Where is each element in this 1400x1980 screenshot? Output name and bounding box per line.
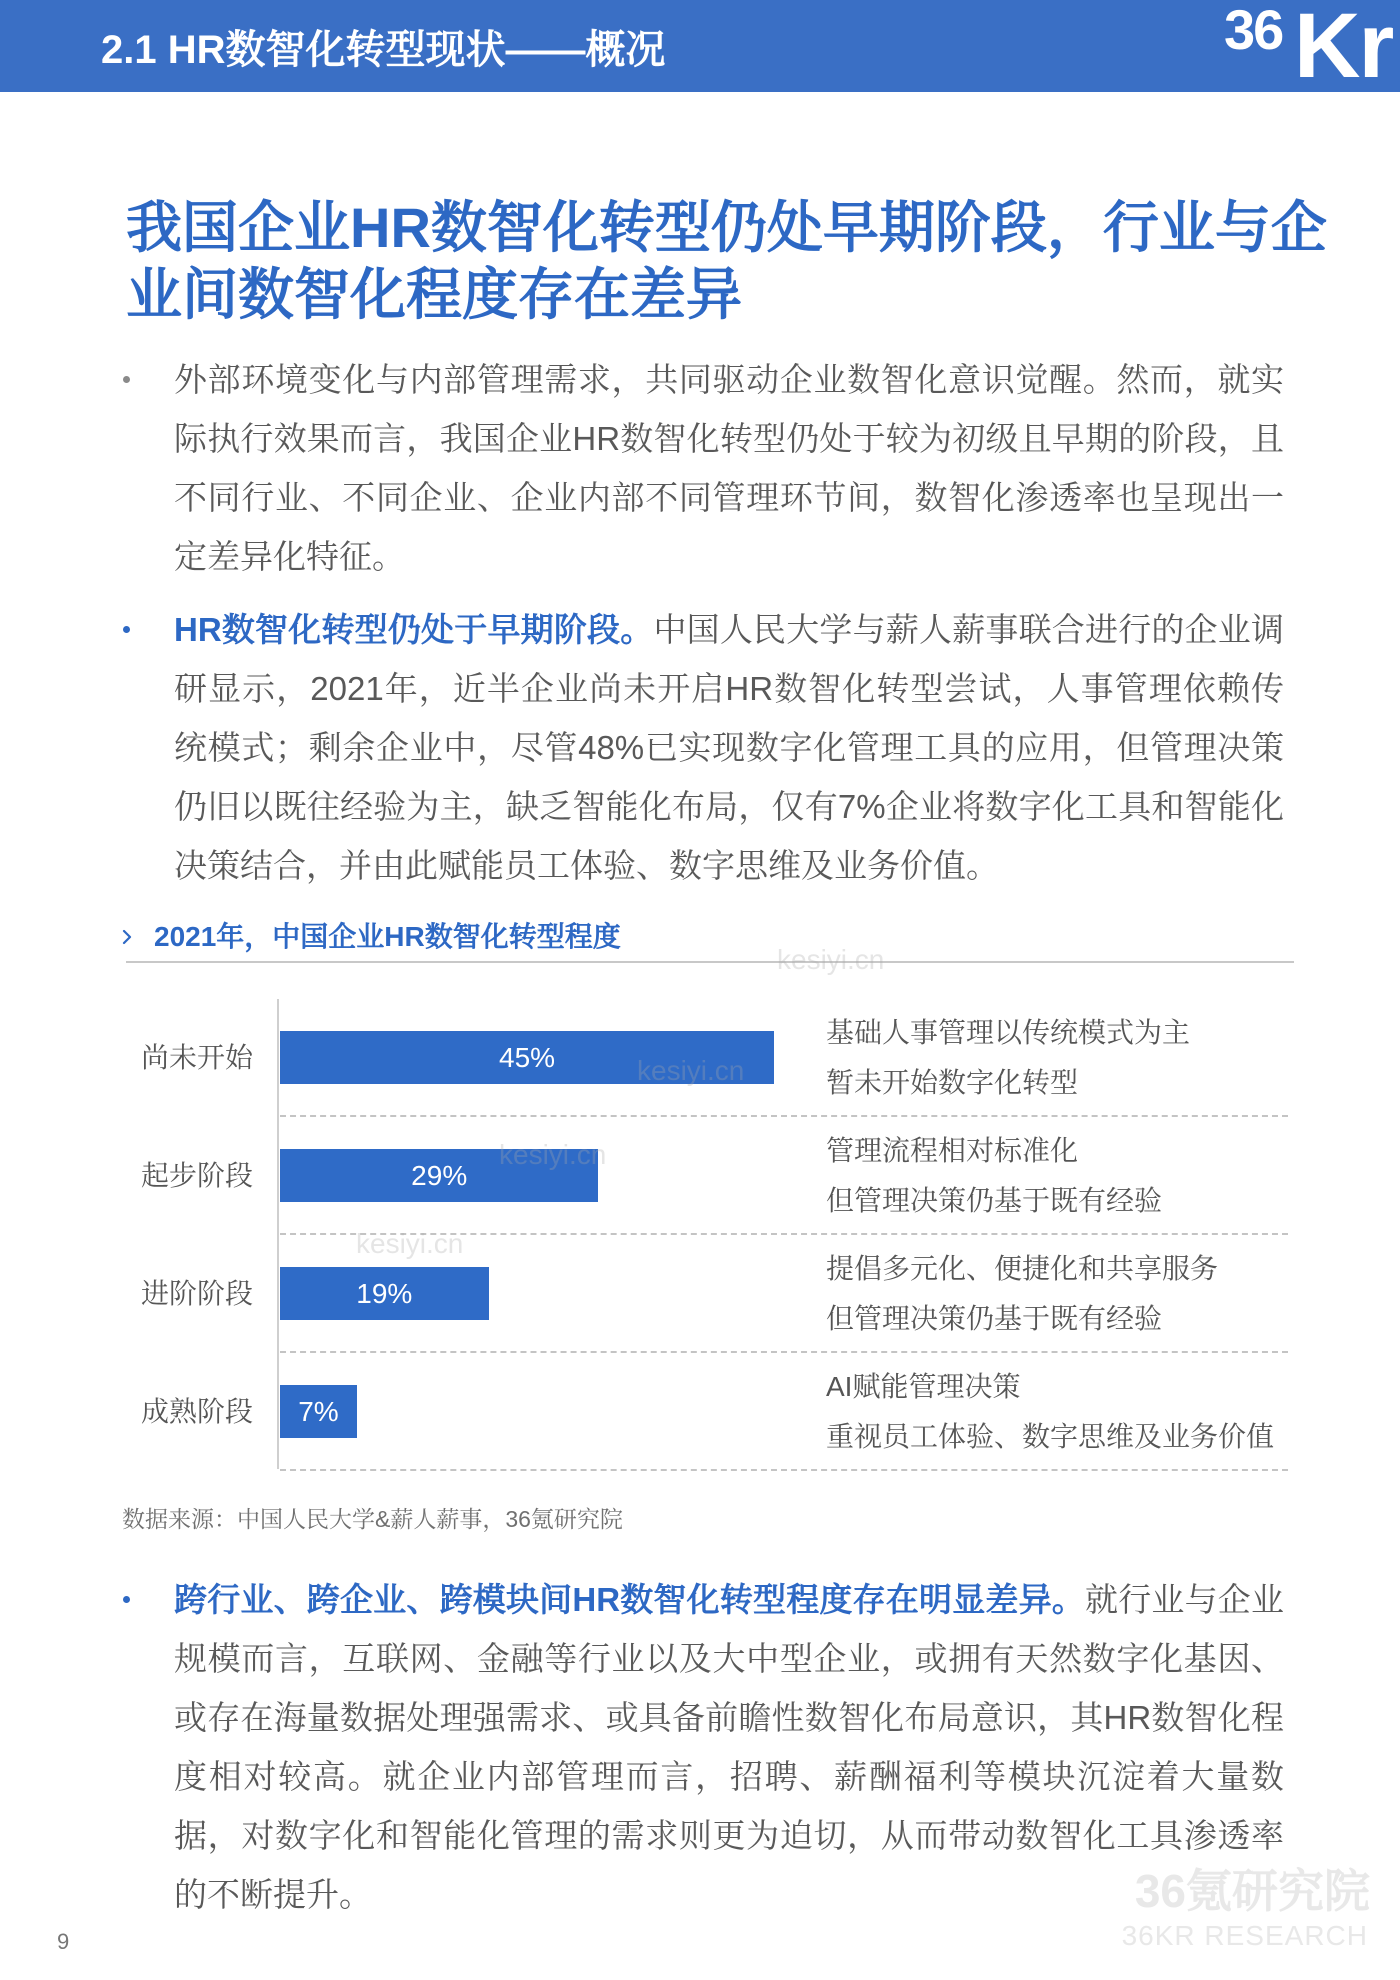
category-label-1: 尚未开始: [141, 1042, 254, 1073]
description-line: 但管理决策仍基于既有经验: [826, 1303, 1163, 1334]
category-label-4: 成熟阶段: [141, 1396, 254, 1427]
chart-row-2: [0, 1117, 1400, 1235]
category-label-2: 起步阶段: [141, 1160, 254, 1191]
bar-value-label-1: 45%: [499, 1041, 556, 1073]
stage-description-4: [826, 1362, 1274, 1462]
watermark-site: kesiyi.cn: [777, 944, 885, 975]
bar-chart: [0, 999, 1400, 1471]
watermark-brand-cn: 36氪研究院: [1134, 1865, 1370, 1917]
chart-row-3: [0, 1235, 1400, 1353]
bullet-dot-icon: [123, 1596, 130, 1603]
watermark-site: kesiyi.cn: [637, 1055, 745, 1086]
description-line: 但管理决策仍基于既有经验: [826, 1185, 1163, 1216]
bar-1: [280, 1031, 774, 1084]
row-separator: [280, 1469, 1288, 1471]
bullet-text: [174, 350, 1284, 586]
watermark-site: kesiyi.cn: [499, 1139, 607, 1170]
bar-2: [280, 1149, 598, 1202]
bullet-lead: HR数智化转型仍处于早期阶段。: [174, 611, 654, 648]
bullet-body: 就行业与企业规模而言，互联网、金融等行业以及大中型企业，或拥有天然数字化基因、或存在海量数据处理强需求、或具备前瞻性数智化布局意识，其HR数智化程度相对较高。就企业内部管理而言，招聘、薪酬福利等模块沉淀着大量数据，对数字化和智能化管理的需求则更为迫切，从而带动数智化工具渗透率的不断提升。: [174, 1581, 1285, 1913]
bullet-body: 中国人民大学与薪人薪事联合进行的企业调研显示，2021年，近半企业尚未开启HR数智化转型尝试，人事管理依赖传统模式；剩余企业中，尽管48%已实现数字化管理工具的应用，但管理决策仍旧以既往经验为主，缺乏智能化布局，仅有7%企业将数字化工具和智能化决策结合，并由此赋能员工体验、数字思维及业务价值。: [174, 611, 1284, 884]
chart-title-divider: [126, 961, 1294, 963]
bar-4: [280, 1385, 357, 1438]
stage-description-2: [826, 1126, 1162, 1226]
chart-title-row: [122, 917, 822, 957]
data-source: 数据来源：中国人民大学&薪人薪事，36氪研究院: [122, 1506, 623, 1532]
chevron-right-icon: [122, 929, 132, 945]
bar-3: [280, 1267, 489, 1320]
watermark-site: kesiyi.cn: [356, 1228, 464, 1259]
category-label-3: 进阶阶段: [141, 1278, 254, 1309]
watermark-brand-en: 36KR RESEARCH: [1121, 1920, 1368, 1951]
description-line: 重视员工体验、数字思维及业务价值: [826, 1421, 1275, 1452]
bar-value-label-4: 7%: [298, 1395, 339, 1427]
brand-logo: [1218, 0, 1398, 92]
description-line: AI赋能管理决策: [826, 1371, 1021, 1402]
logo-letters: Kr: [1294, 0, 1393, 92]
chart-row-1: [0, 999, 1400, 1117]
bullet-paragraph-3: [122, 1570, 1284, 1924]
page-heading: 我国企业HR数智化转型仍处早期阶段，行业与企业间数智化程度存在差异: [126, 196, 1327, 326]
page-number: 9: [57, 1929, 70, 1954]
bar-value-label-2: 29%: [411, 1159, 468, 1191]
logo-number: 36: [1224, 0, 1283, 61]
description-line: 基础人事管理以传统模式为主: [826, 1017, 1191, 1048]
bullet-dot-icon: [123, 376, 130, 383]
section-header-band: [0, 0, 1400, 92]
bullet-text: [174, 1570, 1284, 1924]
stage-description-3: [826, 1244, 1218, 1344]
description-line: 提倡多元化、便捷化和共享服务: [826, 1253, 1219, 1284]
bar-value-label-3: 19%: [356, 1277, 413, 1309]
bullet-paragraph-1: [122, 350, 1284, 586]
bullet-text: [174, 600, 1284, 895]
bullet-dot-icon: [123, 626, 130, 633]
stage-description-1: [826, 1008, 1190, 1108]
description-line: 管理流程相对标准化: [826, 1135, 1079, 1166]
bullet-body: 外部环境变化与内部管理需求，共同驱动企业数智化意识觉醒。然而，就实际执行效果而言，我国企业HR数智化转型仍处于较为初级且早期的阶段，且不同行业、不同企业、企业内部不同管理环节间，数智化渗透率也呈现出一定差异化特征。: [174, 361, 1284, 575]
bullet-paragraph-2: [122, 600, 1284, 895]
chart-row-4: [0, 1353, 1400, 1471]
description-line: 暂未开始数字化转型: [826, 1067, 1079, 1098]
section-title: 2.1 HR数智化转型现状——概况: [101, 28, 666, 72]
bullet-lead: 跨行业、跨企业、跨模块间HR数智化转型程度存在明显差异。: [174, 1581, 1086, 1618]
chart-title: 2021年，中国企业HR数智化转型程度: [154, 921, 621, 952]
